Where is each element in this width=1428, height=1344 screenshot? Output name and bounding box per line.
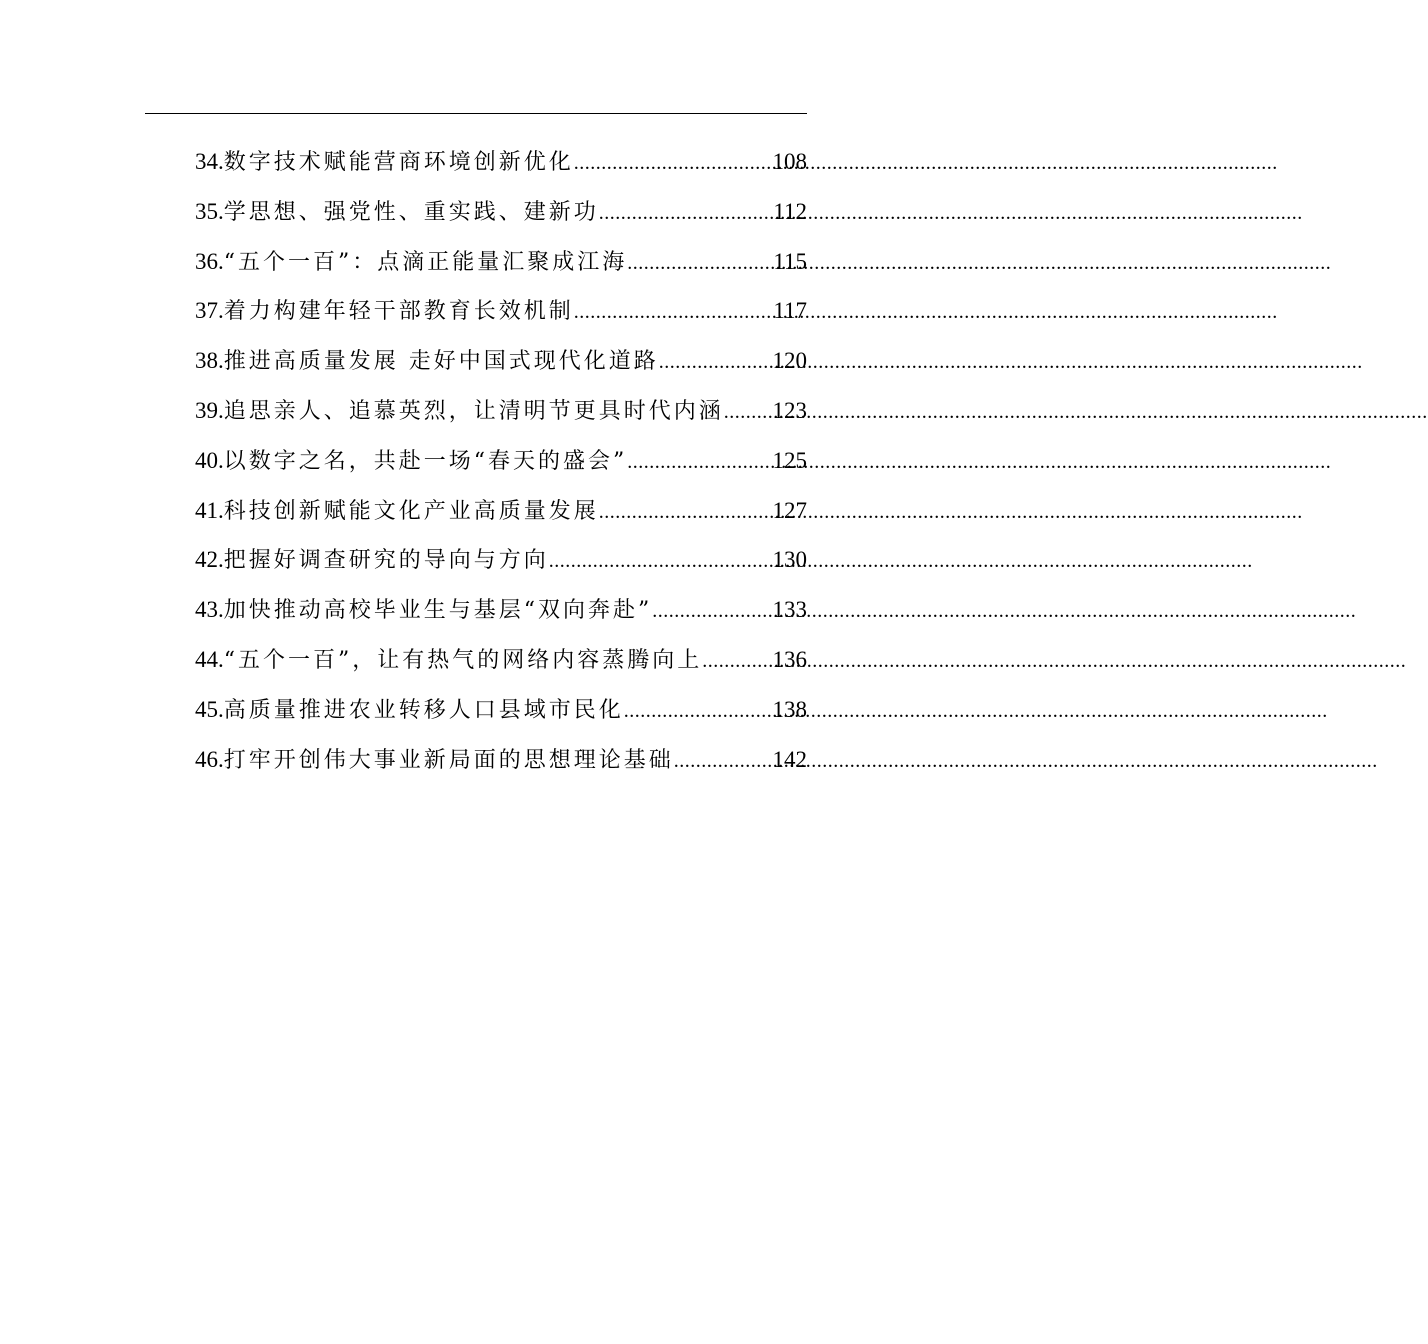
toc-entry-number: 44. xyxy=(195,646,224,672)
toc-entry-number: 35. xyxy=(195,198,224,224)
toc-entry-number: 36. xyxy=(195,248,224,274)
toc-entry-title: 打牢开创伟大事业新局面的思想理论基础 xyxy=(223,747,674,773)
toc-dot-leader xyxy=(574,292,774,332)
toc-entry-title: 数字技术赋能营商环境创新优化 xyxy=(223,150,574,175)
toc-entry-page: 136 xyxy=(772,646,807,672)
toc-entry-title: 着力构建年轻干部教育长效机制 xyxy=(223,299,574,325)
toc-entry-number: 43. xyxy=(195,597,224,623)
toc-entry[interactable] xyxy=(195,242,807,292)
toc-entry[interactable] xyxy=(195,291,807,341)
toc-entry[interactable] xyxy=(195,690,807,740)
toc-entry-page: 130 xyxy=(772,547,807,573)
toc-entry-number: 42. xyxy=(195,547,224,573)
toc-entry-page: 115 xyxy=(773,248,807,274)
toc-entry-title: 以数字之名，共赴一场“春天的盛会” xyxy=(223,448,628,474)
toc-entry-title: 加快推动高校毕业生与基层“双向奔赴” xyxy=(223,598,653,624)
toc-entry-number: 46. xyxy=(195,746,224,772)
toc-dot-leader xyxy=(624,691,773,731)
toc-entry[interactable] xyxy=(195,341,807,391)
toc-dot-leader xyxy=(627,243,773,283)
toc-entry-number: 34. xyxy=(195,149,224,174)
toc-entry-title: “五个一百”，让有热气的网络内容蒸腾向上 xyxy=(223,647,703,673)
toc-entry-title: 高质量推进农业转移人口县域市民化 xyxy=(223,697,624,723)
toc-dot-leader xyxy=(702,641,772,681)
toc-dot-leader xyxy=(674,741,773,781)
toc-entry-number: 38. xyxy=(195,348,224,374)
toc-entry-title: 科技创新赋能文化产业高质量发展 xyxy=(223,498,599,524)
toc-dot-leader xyxy=(574,143,773,183)
toc-entry-page: 120 xyxy=(772,348,807,374)
toc-entry-number: 37. xyxy=(195,298,224,324)
toc-dot-leader xyxy=(599,492,773,532)
toc-entry[interactable] xyxy=(195,441,807,491)
toc-entry-page: 125 xyxy=(772,447,807,473)
toc-entry-page: 127 xyxy=(772,497,807,523)
toc-entry[interactable] xyxy=(195,192,807,242)
toc-entry-page: 123 xyxy=(772,397,807,423)
toc-entry-page: 142 xyxy=(772,746,807,772)
toc-dot-leader xyxy=(599,193,774,233)
toc-entry-title: “五个一百”：点滴正能量汇聚成江海 xyxy=(223,249,628,275)
toc-entry-number: 41. xyxy=(195,497,224,523)
toc-entry-number: 40. xyxy=(195,447,224,473)
toc-dot-leader xyxy=(652,591,772,631)
toc-entry-number: 45. xyxy=(195,696,224,722)
toc-entry-page: 112 xyxy=(773,198,807,224)
toc-entry-page: 108 xyxy=(772,149,807,174)
toc-entry[interactable] xyxy=(195,391,807,441)
toc-entry-title: 追思亲人、追慕英烈，让清明节更具时代内涵 xyxy=(223,398,724,424)
table-of-contents xyxy=(195,142,807,789)
toc-entry[interactable] xyxy=(195,640,807,690)
header-rule xyxy=(145,113,807,114)
toc-entry[interactable] xyxy=(195,540,807,590)
toc-entry[interactable] xyxy=(195,590,807,640)
toc-entry-title: 学思想、强党性、重实践、建新功 xyxy=(223,199,599,225)
toc-entry-page: 133 xyxy=(772,597,807,623)
toc-entry[interactable] xyxy=(195,142,807,192)
toc-entry-title: 把握好调查研究的导向与方向 xyxy=(223,548,549,574)
toc-dot-leader xyxy=(627,442,772,482)
toc-dot-leader xyxy=(724,392,773,432)
toc-entry-page: 117 xyxy=(773,298,807,324)
toc-entry-title: 推进高质量发展 走好中国式现代化道路 xyxy=(223,349,659,375)
toc-dot-leader xyxy=(549,541,773,581)
toc-entry[interactable] xyxy=(195,491,807,541)
toc-entry-number: 39. xyxy=(195,397,224,423)
toc-entry-page: 138 xyxy=(772,696,807,722)
toc-dot-leader xyxy=(659,342,773,382)
toc-entry[interactable] xyxy=(195,740,807,790)
